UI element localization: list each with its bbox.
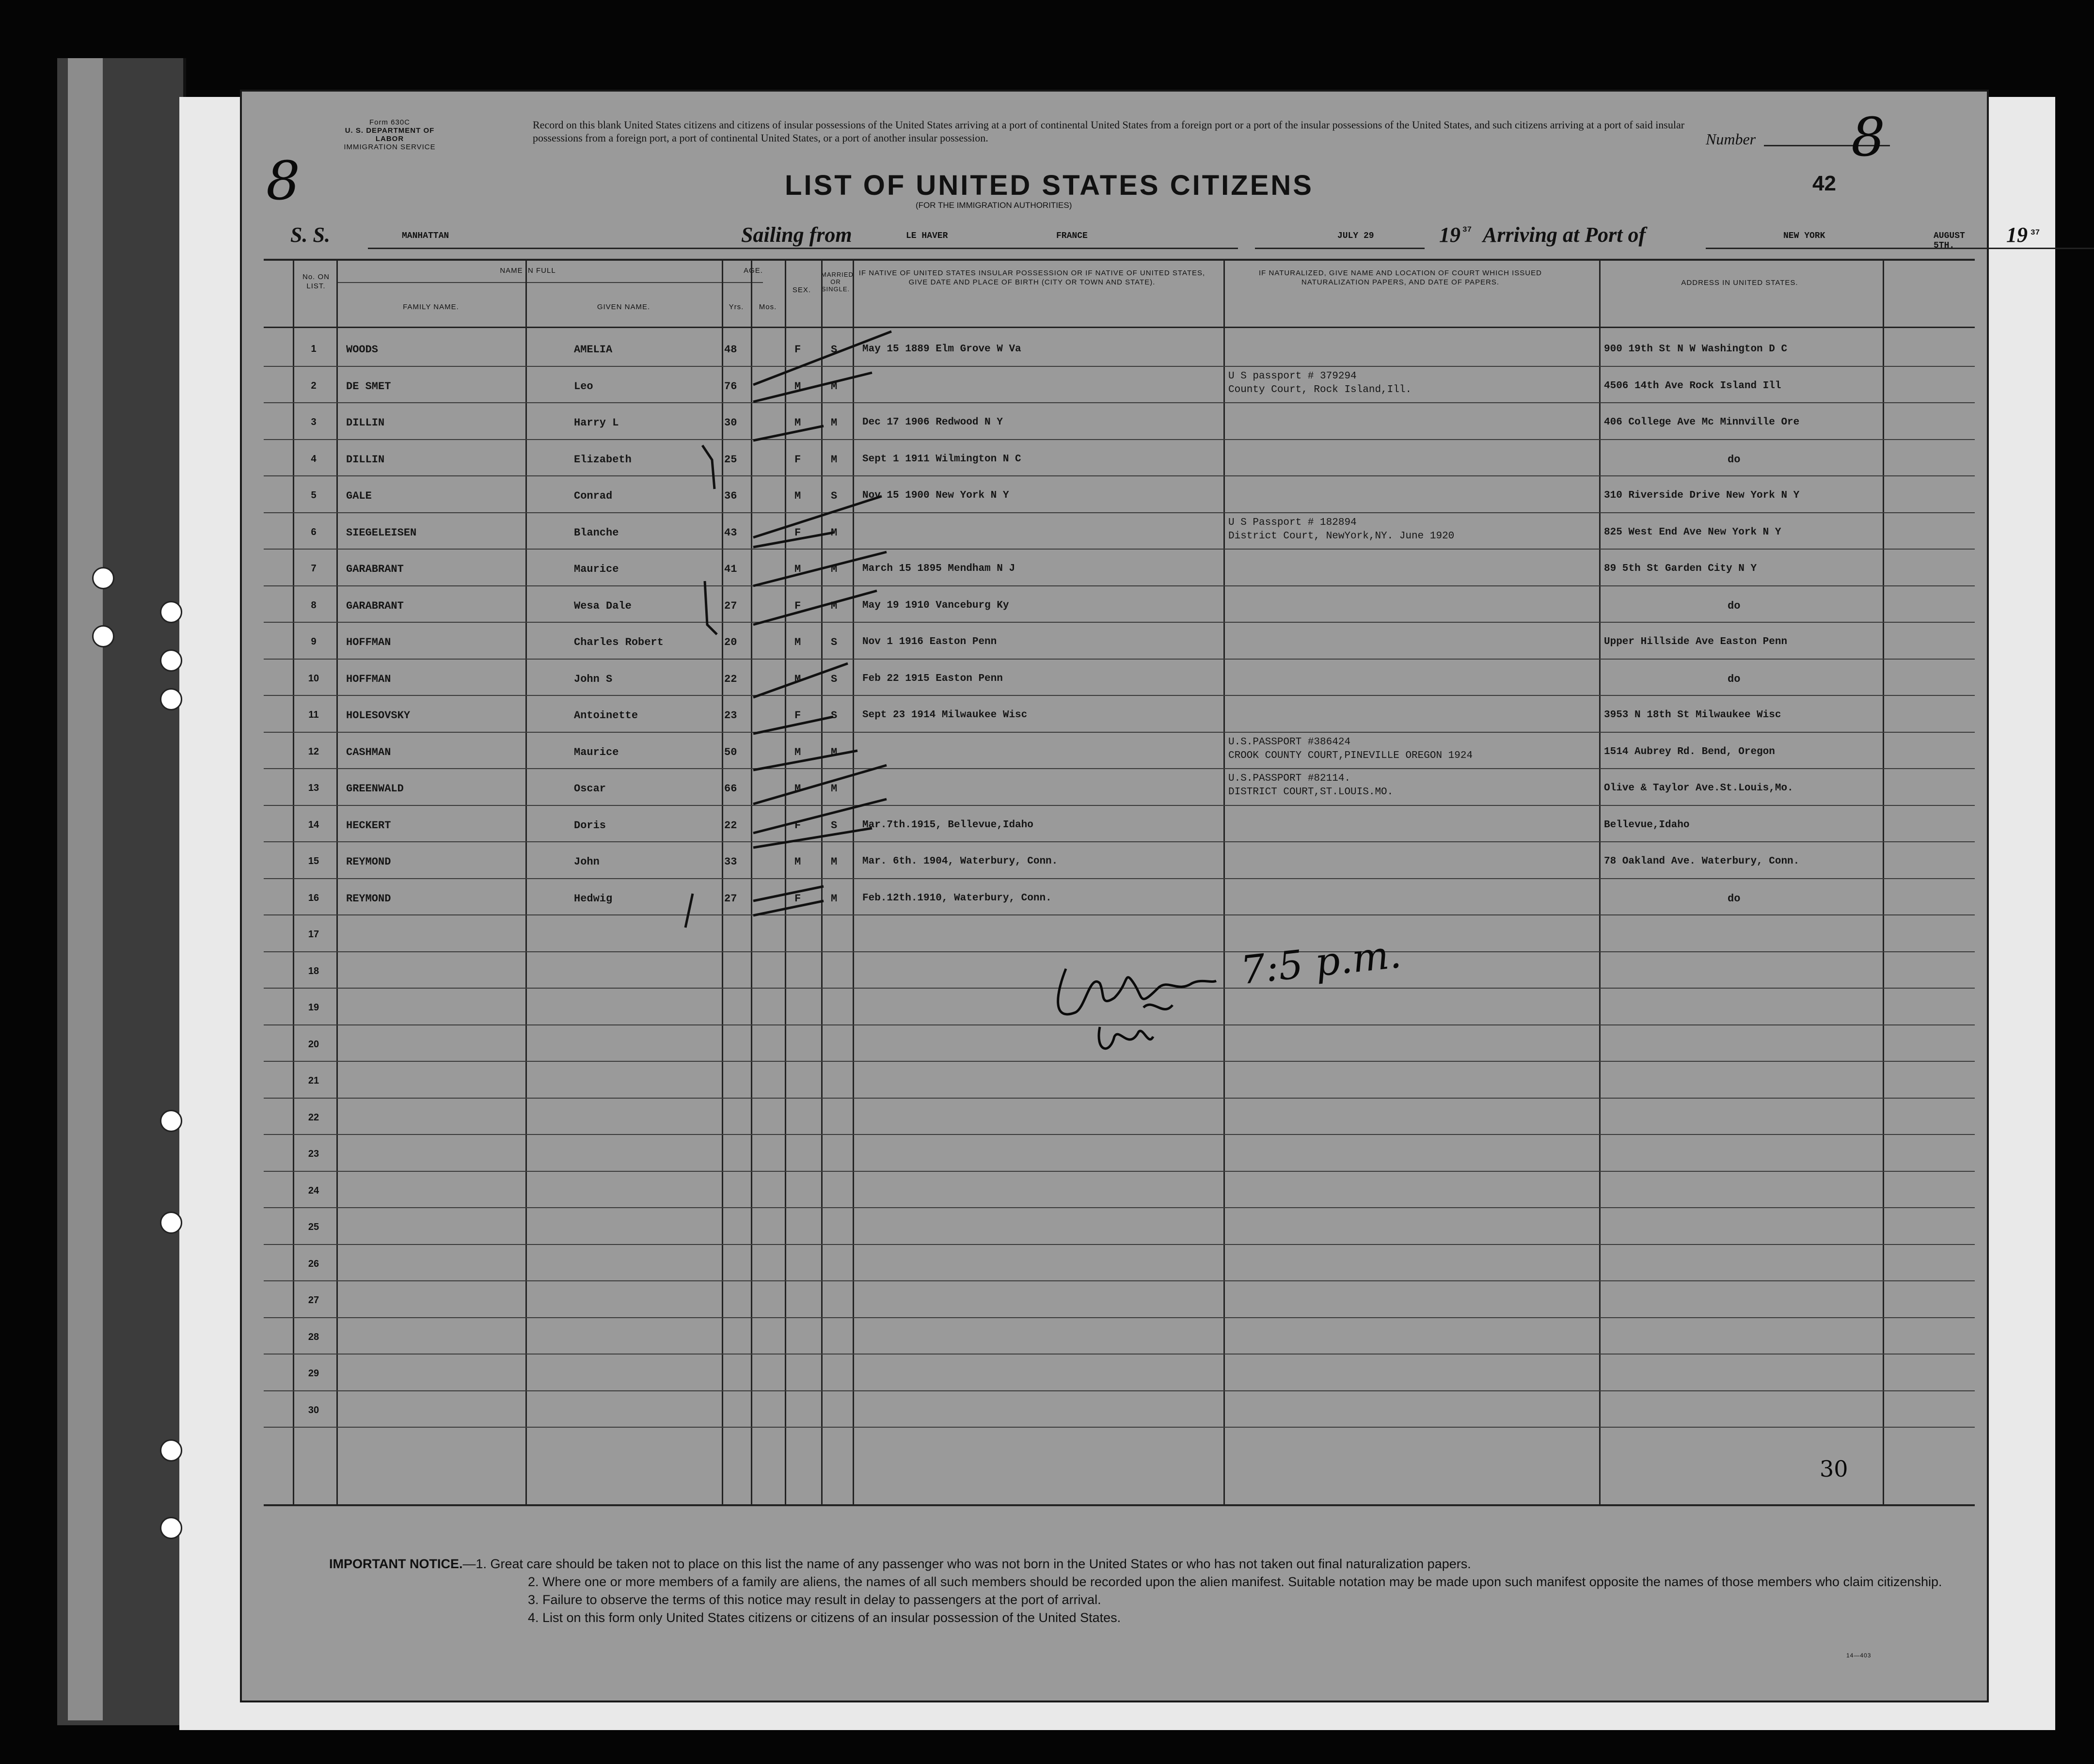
birth-place-date: Sept 1 1911 Wilmington N C: [862, 453, 1021, 465]
family-name: HOLESOVSKY: [346, 709, 411, 722]
page-title: LIST OF UNITED STATES CITIZENS: [785, 170, 1314, 201]
row-number: 13: [308, 783, 319, 793]
family-name: HOFFMAN: [346, 636, 391, 648]
ss-label: S. S.: [290, 223, 330, 247]
header-mos: Mos.: [759, 303, 777, 311]
given-name: Conrad: [574, 490, 613, 502]
header-yrs: Yrs.: [729, 303, 744, 311]
row-number: 26: [308, 1258, 319, 1269]
corner-mark: 8: [266, 150, 300, 212]
row-number: 11: [308, 709, 319, 720]
birth-place-date: May 15 1889 Elm Grove W Va: [862, 344, 1021, 355]
check-mark: [753, 828, 872, 848]
row-number: 23: [308, 1149, 319, 1159]
us-address: do: [1728, 453, 1741, 466]
arriving-label: Arriving at Port of: [1483, 223, 1646, 247]
number-label: Number: [1706, 130, 1756, 148]
naturalization-line-2: County Court, Rock Island,Ill.: [1228, 384, 1412, 395]
age-years: 66: [724, 783, 737, 795]
marital-status: M: [831, 783, 838, 795]
binder-hole: [160, 1517, 182, 1539]
marital-status: M: [831, 746, 838, 758]
us-address: Bellevue,Idaho: [1604, 819, 1690, 831]
us-address: Olive & Taylor Ave.St.Louis,Mo.: [1604, 783, 1793, 794]
row-number: 6: [311, 526, 317, 537]
row-number: 30: [308, 1404, 319, 1416]
marital-status: S: [831, 344, 838, 356]
header-no: No. ON LIST.: [302, 273, 330, 290]
given-name: John S: [574, 673, 613, 685]
sex: M: [794, 417, 801, 429]
given-name: John: [574, 856, 600, 868]
age-years: 36: [724, 490, 737, 502]
birth-place-date: Sept 23 1914 Milwaukee Wisc: [862, 709, 1028, 721]
family-name: SIEGELEISEN: [346, 526, 417, 539]
row-number: 22: [308, 1112, 319, 1123]
arrival-year-suffix: 37: [2031, 228, 2040, 237]
row-number: 2: [311, 380, 317, 391]
check-mark: [753, 901, 824, 915]
given-name: Blanche: [574, 526, 619, 539]
sex: M: [794, 380, 801, 393]
family-name: CASHMAN: [346, 746, 391, 758]
age-years: 23: [724, 709, 737, 722]
form-number: Form 630C: [369, 118, 411, 126]
binder-hole: [160, 601, 182, 623]
number-value: 8: [1851, 106, 1885, 168]
sex: M: [794, 563, 801, 575]
given-name: AMELIA: [574, 344, 613, 356]
row-number: 25: [308, 1222, 319, 1232]
naturalization-line-1: U.S.PASSPORT #82114.: [1228, 773, 1351, 784]
naturalization-line-2: CROOK COUNTY COURT,PINEVILLE OREGON 1924: [1228, 750, 1473, 761]
header-naturalized: IF NATURALIZED, GIVE NAME AND LOCATION OF COURT WHICH ISSUED NATURALIZATION PAPERS, AND DATE OF PAPERS.: [1259, 269, 1542, 286]
us-address: 3953 N 18th St Milwaukee Wisc: [1604, 709, 1781, 721]
check-mark: [753, 496, 882, 537]
notice-item-1: —1. Great care should be taken not to place on this list the name of any passenger who was not born in the United States or who has not taken out final naturalization papers.: [462, 1557, 1471, 1571]
us-address: do: [1728, 673, 1741, 685]
row-number: 28: [308, 1331, 319, 1342]
depart-year-suffix: 37: [1462, 225, 1472, 234]
row-number: 18: [308, 965, 319, 976]
print-code: 14—403: [1846, 1652, 1872, 1659]
given-name: Maurice: [574, 563, 619, 575]
age-years: 22: [724, 673, 737, 685]
depart-year-prefix: 19: [1439, 223, 1460, 247]
bracket-mark: [685, 894, 693, 928]
signature-time: 7:5 p.m.: [1238, 931, 1404, 993]
marital-status: M: [831, 599, 838, 612]
important-notice: [329, 1555, 1967, 1627]
marital-status: M: [831, 892, 838, 905]
row-number: 15: [308, 856, 319, 866]
instructions: Record on this blank United States citizens and citizens of insular possessions of the United States arriving at a port of continental United States from a foreign port or a port of the insular possessions of the United States, and such citizens arriving at a port of said insular possessions from a foreign port, a port of continental United States, or a port of another insular possession.: [533, 119, 1685, 144]
sex: F: [794, 892, 801, 905]
naturalization-line-1: U.S.PASSPORT #386424: [1228, 736, 1351, 748]
arrival-port: NEW YORK: [1783, 231, 1825, 241]
row-number: 16: [308, 892, 319, 903]
row-number: 9: [311, 636, 317, 647]
family-name: GREENWALD: [346, 783, 404, 795]
family-name: GARABRANT: [346, 599, 404, 612]
row-number: 21: [308, 1075, 319, 1086]
family-name: DILLIN: [346, 453, 385, 466]
us-address: 1514 Aubrey Rd. Bend, Oregon: [1604, 746, 1775, 757]
us-address: do: [1728, 892, 1741, 905]
marital-status: M: [831, 417, 838, 429]
age-years: 25: [724, 453, 737, 466]
bottom-count: 30: [1820, 1456, 1848, 1482]
marital-status: M: [831, 856, 838, 868]
us-address: 900 19th St N W Washington D C: [1604, 344, 1788, 355]
sex: F: [794, 819, 801, 832]
check-marks: [242, 92, 1987, 1701]
age-years: 30: [724, 417, 737, 429]
ship-name: MANHATTAN: [402, 231, 449, 241]
check-mark: [753, 765, 887, 804]
sex: M: [794, 746, 801, 758]
family-name: WOODS: [346, 344, 379, 356]
birth-place-date: Nov 1 1916 Easton Penn: [862, 636, 997, 647]
us-address: 89 5th St Garden City N Y: [1604, 563, 1757, 574]
family-name: DILLIN: [346, 417, 385, 429]
row-number: 1: [311, 344, 317, 354]
family-name: REYMOND: [346, 892, 391, 905]
us-address: 310 Riverside Drive New York N Y: [1604, 490, 1800, 501]
bracket-mark: [705, 581, 717, 634]
sex: F: [794, 599, 801, 612]
header-name-group: NAME IN FULL: [500, 267, 556, 275]
row-number: 7: [311, 563, 317, 574]
given-name: Leo: [574, 380, 593, 393]
sailing-label: Sailing from: [741, 223, 852, 247]
given-name: Charles Robert: [574, 636, 664, 648]
sex: M: [794, 673, 801, 685]
sex: M: [794, 636, 801, 648]
marital-status: M: [831, 563, 838, 575]
row-number: 20: [308, 1039, 319, 1050]
given-name: Antoinette: [574, 709, 638, 722]
check-mark: [753, 717, 833, 734]
family-name: HECKERT: [346, 819, 391, 832]
check-mark: [753, 426, 824, 441]
row-number: 12: [308, 746, 319, 757]
age-years: 76: [724, 380, 737, 393]
sex: M: [794, 856, 801, 868]
row-number: 24: [308, 1185, 319, 1196]
family-name: REYMOND: [346, 856, 391, 868]
arrival-year-prefix: 19: [2006, 223, 2028, 247]
sex: M: [794, 490, 801, 502]
check-mark: [753, 663, 848, 697]
family-name: GARABRANT: [346, 563, 404, 575]
notice-item-4: 4. List on this form only United States citizens or citizens of an insular possession of the United States.: [528, 1610, 1121, 1625]
binder-hole: [160, 1110, 182, 1132]
notice-item-2: 2. Where one or more members of a family are aliens, the names of all such members should be recorded upon the alien manifest. Suitable notation may be made upon such manifest opposite the names of those members who claim citizenship.: [528, 1575, 1942, 1589]
marital-status: S: [831, 709, 838, 722]
us-address: 825 West End Ave New York N Y: [1604, 526, 1781, 538]
family-name: GALE: [346, 490, 372, 502]
row-number: 29: [308, 1368, 319, 1379]
binder-hole: [160, 1212, 182, 1234]
family-name: HOFFMAN: [346, 673, 391, 685]
department: U. S. DEPARTMENT OF LABOR: [345, 126, 435, 143]
sex: F: [794, 453, 801, 466]
check-mark: [753, 751, 857, 770]
marital-status: M: [831, 453, 838, 466]
row-number: 19: [308, 1002, 319, 1013]
page-number: 42: [1812, 172, 1836, 195]
birth-place-date: March 15 1895 Mendham N J: [862, 563, 1015, 574]
arrival-date: AUGUST 5TH.: [1934, 231, 1965, 251]
table-bottom-rule: [264, 1504, 1975, 1506]
row-number: 4: [311, 453, 317, 464]
given-name: Wesa Dale: [574, 599, 632, 612]
sex: M: [794, 783, 801, 795]
marital-status: S: [831, 490, 838, 502]
sex: F: [794, 526, 801, 539]
header-birth: IF NATIVE OF UNITED STATES INSULAR POSSESSION OR IF NATIVE OF UNITED STATES, GIVE DATE AND PLACE OF BIRTH (CITY OR TOWN AND STATE).: [858, 269, 1206, 286]
header-given: GIVEN NAME.: [597, 303, 650, 311]
binder-hole: [160, 1439, 182, 1462]
check-mark: [753, 886, 824, 901]
age-years: 27: [724, 892, 737, 905]
service: IMMIGRATION SERVICE: [344, 143, 436, 151]
given-name: Maurice: [574, 746, 619, 758]
header-sex: SEX.: [792, 286, 811, 294]
binder-hole: [92, 567, 114, 589]
header-married: MARRIED OR SINGLE.: [821, 271, 854, 293]
marital-status: S: [831, 636, 838, 648]
sex: F: [794, 709, 801, 722]
row-number: 3: [311, 417, 317, 427]
page-subtitle: (FOR THE IMMIGRATION AUTHORITIES): [916, 201, 1072, 210]
age-years: 50: [724, 746, 737, 758]
birth-place-date: Mar. 6th. 1904, Waterbury, Conn.: [862, 856, 1058, 867]
birth-place-date: May 19 1910 Vanceburg Ky: [862, 599, 1009, 611]
marital-status: M: [831, 526, 838, 539]
from-port: LE HAVER: [906, 231, 948, 241]
birth-place-date: Nov 15 1900 New York N Y: [862, 490, 1009, 501]
naturalization-line-2: DISTRICT COURT,ST.LOUIS.MO.: [1228, 787, 1394, 798]
age-years: 27: [724, 599, 737, 612]
manifest-sheet: [240, 90, 2040, 1702]
header-family: FAMILY NAME.: [403, 303, 459, 311]
age-years: 41: [724, 563, 737, 575]
birth-place-date: Feb.12th.1910, Waterbury, Conn.: [862, 892, 1052, 904]
row-number: 27: [308, 1295, 319, 1306]
given-name: Oscar: [574, 783, 606, 795]
row-number: 17: [308, 929, 319, 940]
row-number: 5: [311, 490, 317, 501]
header-age: AGE.: [744, 267, 763, 275]
us-address: Upper Hillside Ave Easton Penn: [1604, 636, 1788, 647]
age-years: 33: [724, 856, 737, 868]
check-mark: [753, 552, 887, 586]
marital-status: S: [831, 819, 838, 832]
sex: F: [794, 344, 801, 356]
row-number: 14: [308, 819, 319, 830]
binder-hole: [160, 688, 182, 710]
inspector-signature: [1047, 954, 1221, 1061]
birth-place-date: Dec 17 1906 Redwood N Y: [862, 417, 1003, 428]
depart-date: JULY 29: [1337, 231, 1374, 241]
row-number: 10: [308, 673, 319, 684]
given-name: Doris: [574, 819, 606, 832]
birth-place-date: Feb 22 1915 Easton Penn: [862, 673, 1003, 684]
from-country: FRANCE: [1056, 231, 1088, 241]
us-address: 78 Oakland Ave. Waterbury, Conn.: [1604, 856, 1800, 867]
marital-status: S: [831, 673, 838, 685]
naturalization-line-2: District Court, NewYork,NY. June 1920: [1228, 530, 1455, 542]
age-years: 22: [724, 819, 737, 832]
header-address: ADDRESS IN UNITED STATES.: [1681, 279, 1798, 287]
naturalization-line-1: U S passport # 379294: [1228, 370, 1357, 382]
us-address: do: [1728, 599, 1741, 612]
check-mark: [753, 331, 891, 385]
given-name: Elizabeth: [574, 453, 632, 466]
check-mark: [753, 591, 877, 625]
binder-inner-strip: [68, 58, 103, 1720]
row-number: 8: [311, 599, 317, 611]
age-years: 20: [724, 636, 737, 648]
given-name: Hedwig: [574, 892, 613, 905]
binder-hole: [160, 649, 182, 672]
age-years: 43: [724, 526, 737, 539]
binder-hole: [92, 625, 114, 647]
marital-status: M: [831, 380, 838, 393]
birth-place-date: Mar.7th.1915, Bellevue,Idaho: [862, 819, 1033, 831]
notice-item-3: 3. Failure to observe the terms of this notice may result in delay to passengers at the port of arrival.: [528, 1592, 1101, 1607]
family-name: DE SMET: [346, 380, 391, 393]
naturalization-line-1: U S Passport # 182894: [1228, 517, 1357, 528]
bracket-mark: [702, 445, 714, 489]
given-name: Harry L: [574, 417, 619, 429]
age-years: 48: [724, 344, 737, 356]
us-address: 4506 14th Ave Rock Island Ill: [1604, 380, 1781, 392]
us-address: 406 College Ave Mc Minnville Ore: [1604, 417, 1800, 428]
notice-heading: IMPORTANT NOTICE.: [329, 1557, 463, 1571]
